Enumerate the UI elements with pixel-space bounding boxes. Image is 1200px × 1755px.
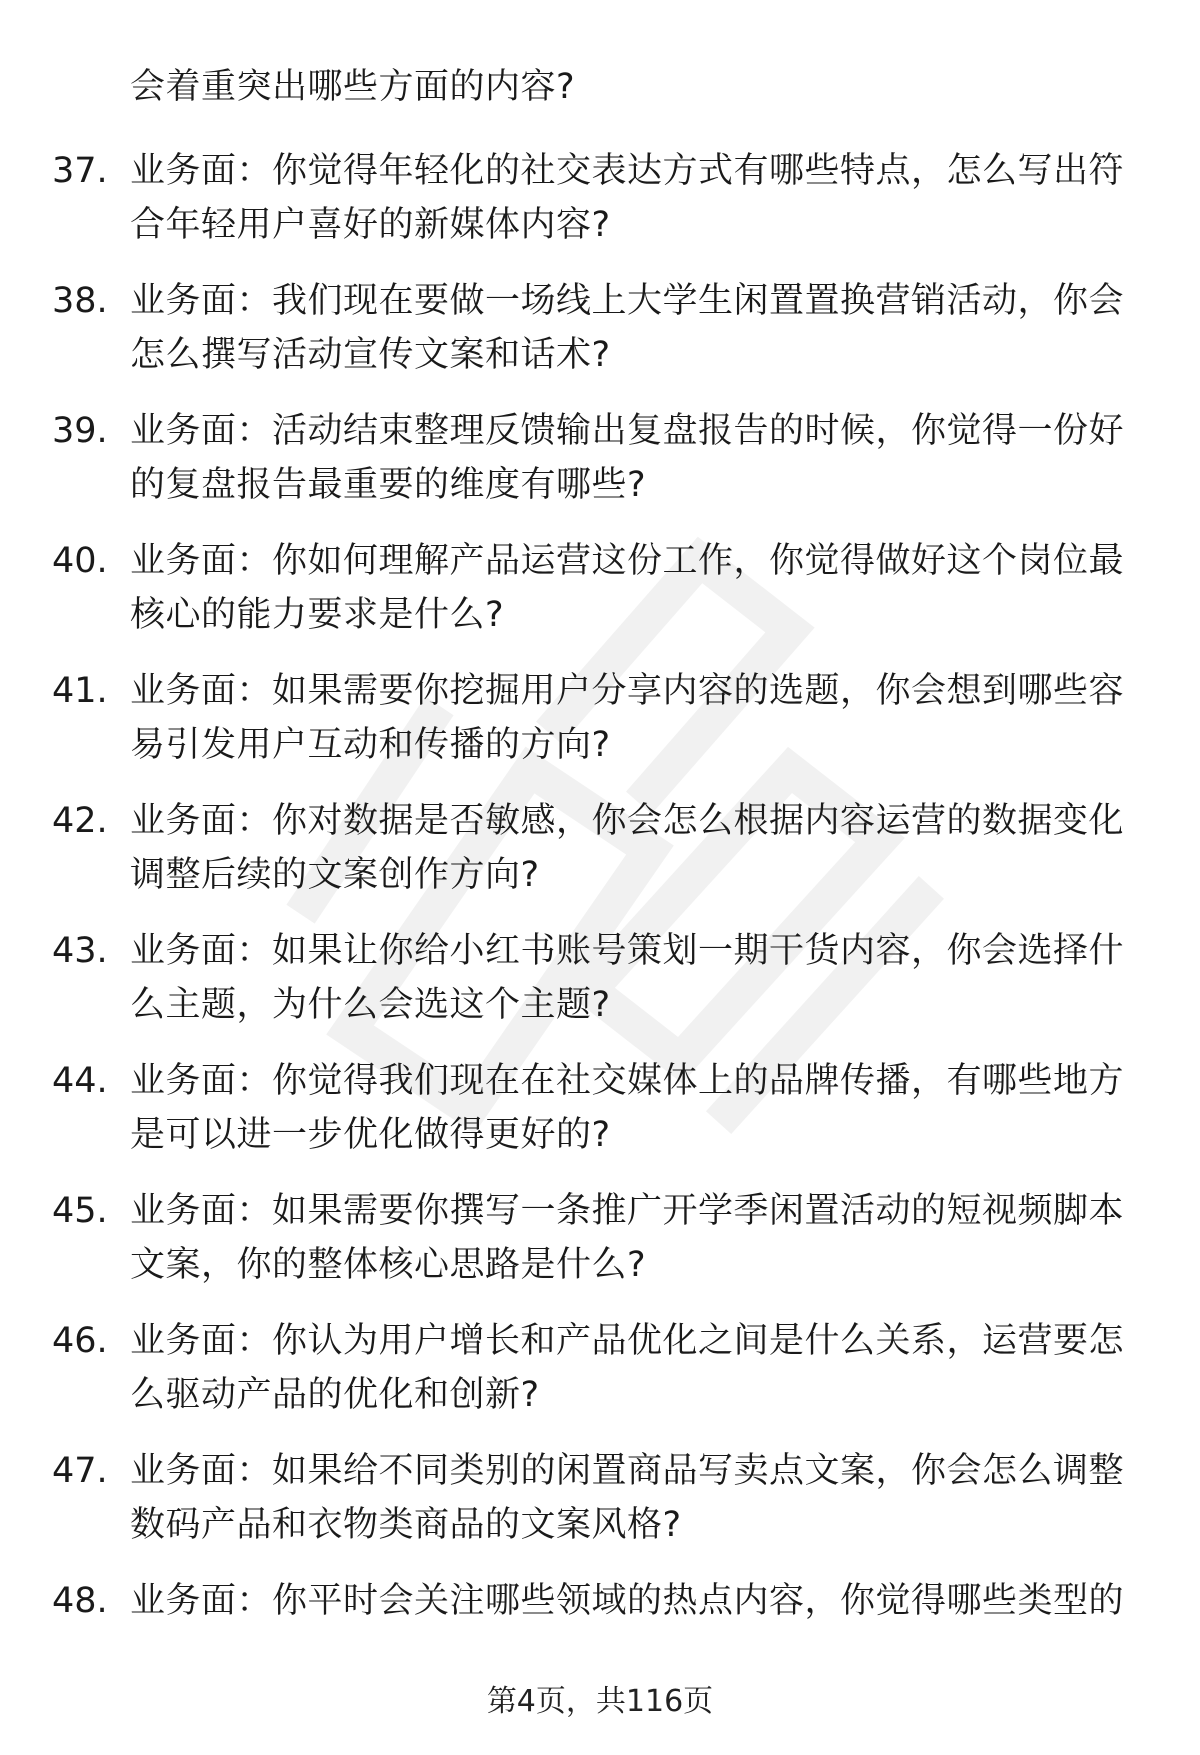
- question-text: 业务面：你觉得我们现在在社交媒体上的品牌传播，有哪些地方是可以进一步优化做得更好的?: [130, 1061, 1125, 1155]
- question-text: 业务面：如果需要你撰写一条推广开学季闲置活动的短视频脚本文案，你的整体核心思路是什么?: [130, 1191, 1125, 1285]
- continuation-text: 会着重突出哪些方面的内容?: [130, 67, 576, 107]
- question-number: 41.: [52, 671, 108, 711]
- question-list: [0, 140, 1200, 1700]
- question-item: [0, 1050, 1200, 1180]
- question-item: [0, 400, 1200, 530]
- question-text: 业务面：你如何理解产品运营这份工作，你觉得做好这个岗位最核心的能力要求是什么?: [130, 541, 1125, 635]
- question-number: 37.: [52, 151, 108, 191]
- question-text: 业务面：你对数据是否敏感，你会怎么根据内容运营的数据变化调整后续的文案创作方向?: [130, 801, 1125, 895]
- question-number: 46.: [52, 1321, 108, 1361]
- question-text: 业务面：活动结束整理反馈输出复盘报告的时候，你觉得一份好的复盘报告最重要的维度有哪些?: [130, 411, 1125, 505]
- question-number: 40.: [52, 541, 108, 581]
- question-number: 44.: [52, 1061, 108, 1101]
- question-item: [0, 660, 1200, 790]
- question-text: 业务面：我们现在要做一场线上大学生闲置置换营销活动，你会怎么撰写活动宣传文案和话术?: [130, 281, 1125, 375]
- question-item: [0, 1310, 1200, 1440]
- question-item: [0, 140, 1200, 270]
- question-item: [0, 920, 1200, 1050]
- question-number: 43.: [52, 931, 108, 971]
- question-number: 45.: [52, 1191, 108, 1231]
- question-text: 业务面：你觉得年轻化的社交表达方式有哪些特点，怎么写出符合年轻用户喜好的新媒体内容?: [130, 151, 1125, 245]
- question-number: 47.: [52, 1451, 108, 1491]
- page-footer: 第4页，共116页: [486, 1684, 714, 1719]
- question-item: [0, 1570, 1200, 1700]
- question-item: [0, 530, 1200, 660]
- question-item: [0, 790, 1200, 920]
- question-text: 业务面：你认为用户增长和产品优化之间是什么关系，运营要怎么驱动产品的优化和创新?: [130, 1321, 1125, 1415]
- question-number: 48.: [52, 1581, 108, 1621]
- question-number: 39.: [52, 411, 108, 451]
- question-number: 42.: [52, 801, 108, 841]
- question-text: 业务面：你平时会关注哪些领域的热点内容，你觉得哪些类型的: [130, 1581, 1125, 1621]
- question-text: 业务面：如果让你给小红书账号策划一期干货内容，你会选择什么主题，为什么会选这个主题?: [130, 931, 1125, 1025]
- question-item: [0, 1180, 1200, 1310]
- question-item: [0, 270, 1200, 400]
- question-text: 业务面：如果给不同类别的闲置商品写卖点文案，你会怎么调整数码产品和衣物类商品的文案风格?: [130, 1451, 1125, 1545]
- question-text: 业务面：如果需要你挖掘用户分享内容的选题，你会想到哪些容易引发用户互动和传播的方向?: [130, 671, 1125, 765]
- question-item: [0, 1440, 1200, 1570]
- question-number: 38.: [52, 281, 108, 321]
